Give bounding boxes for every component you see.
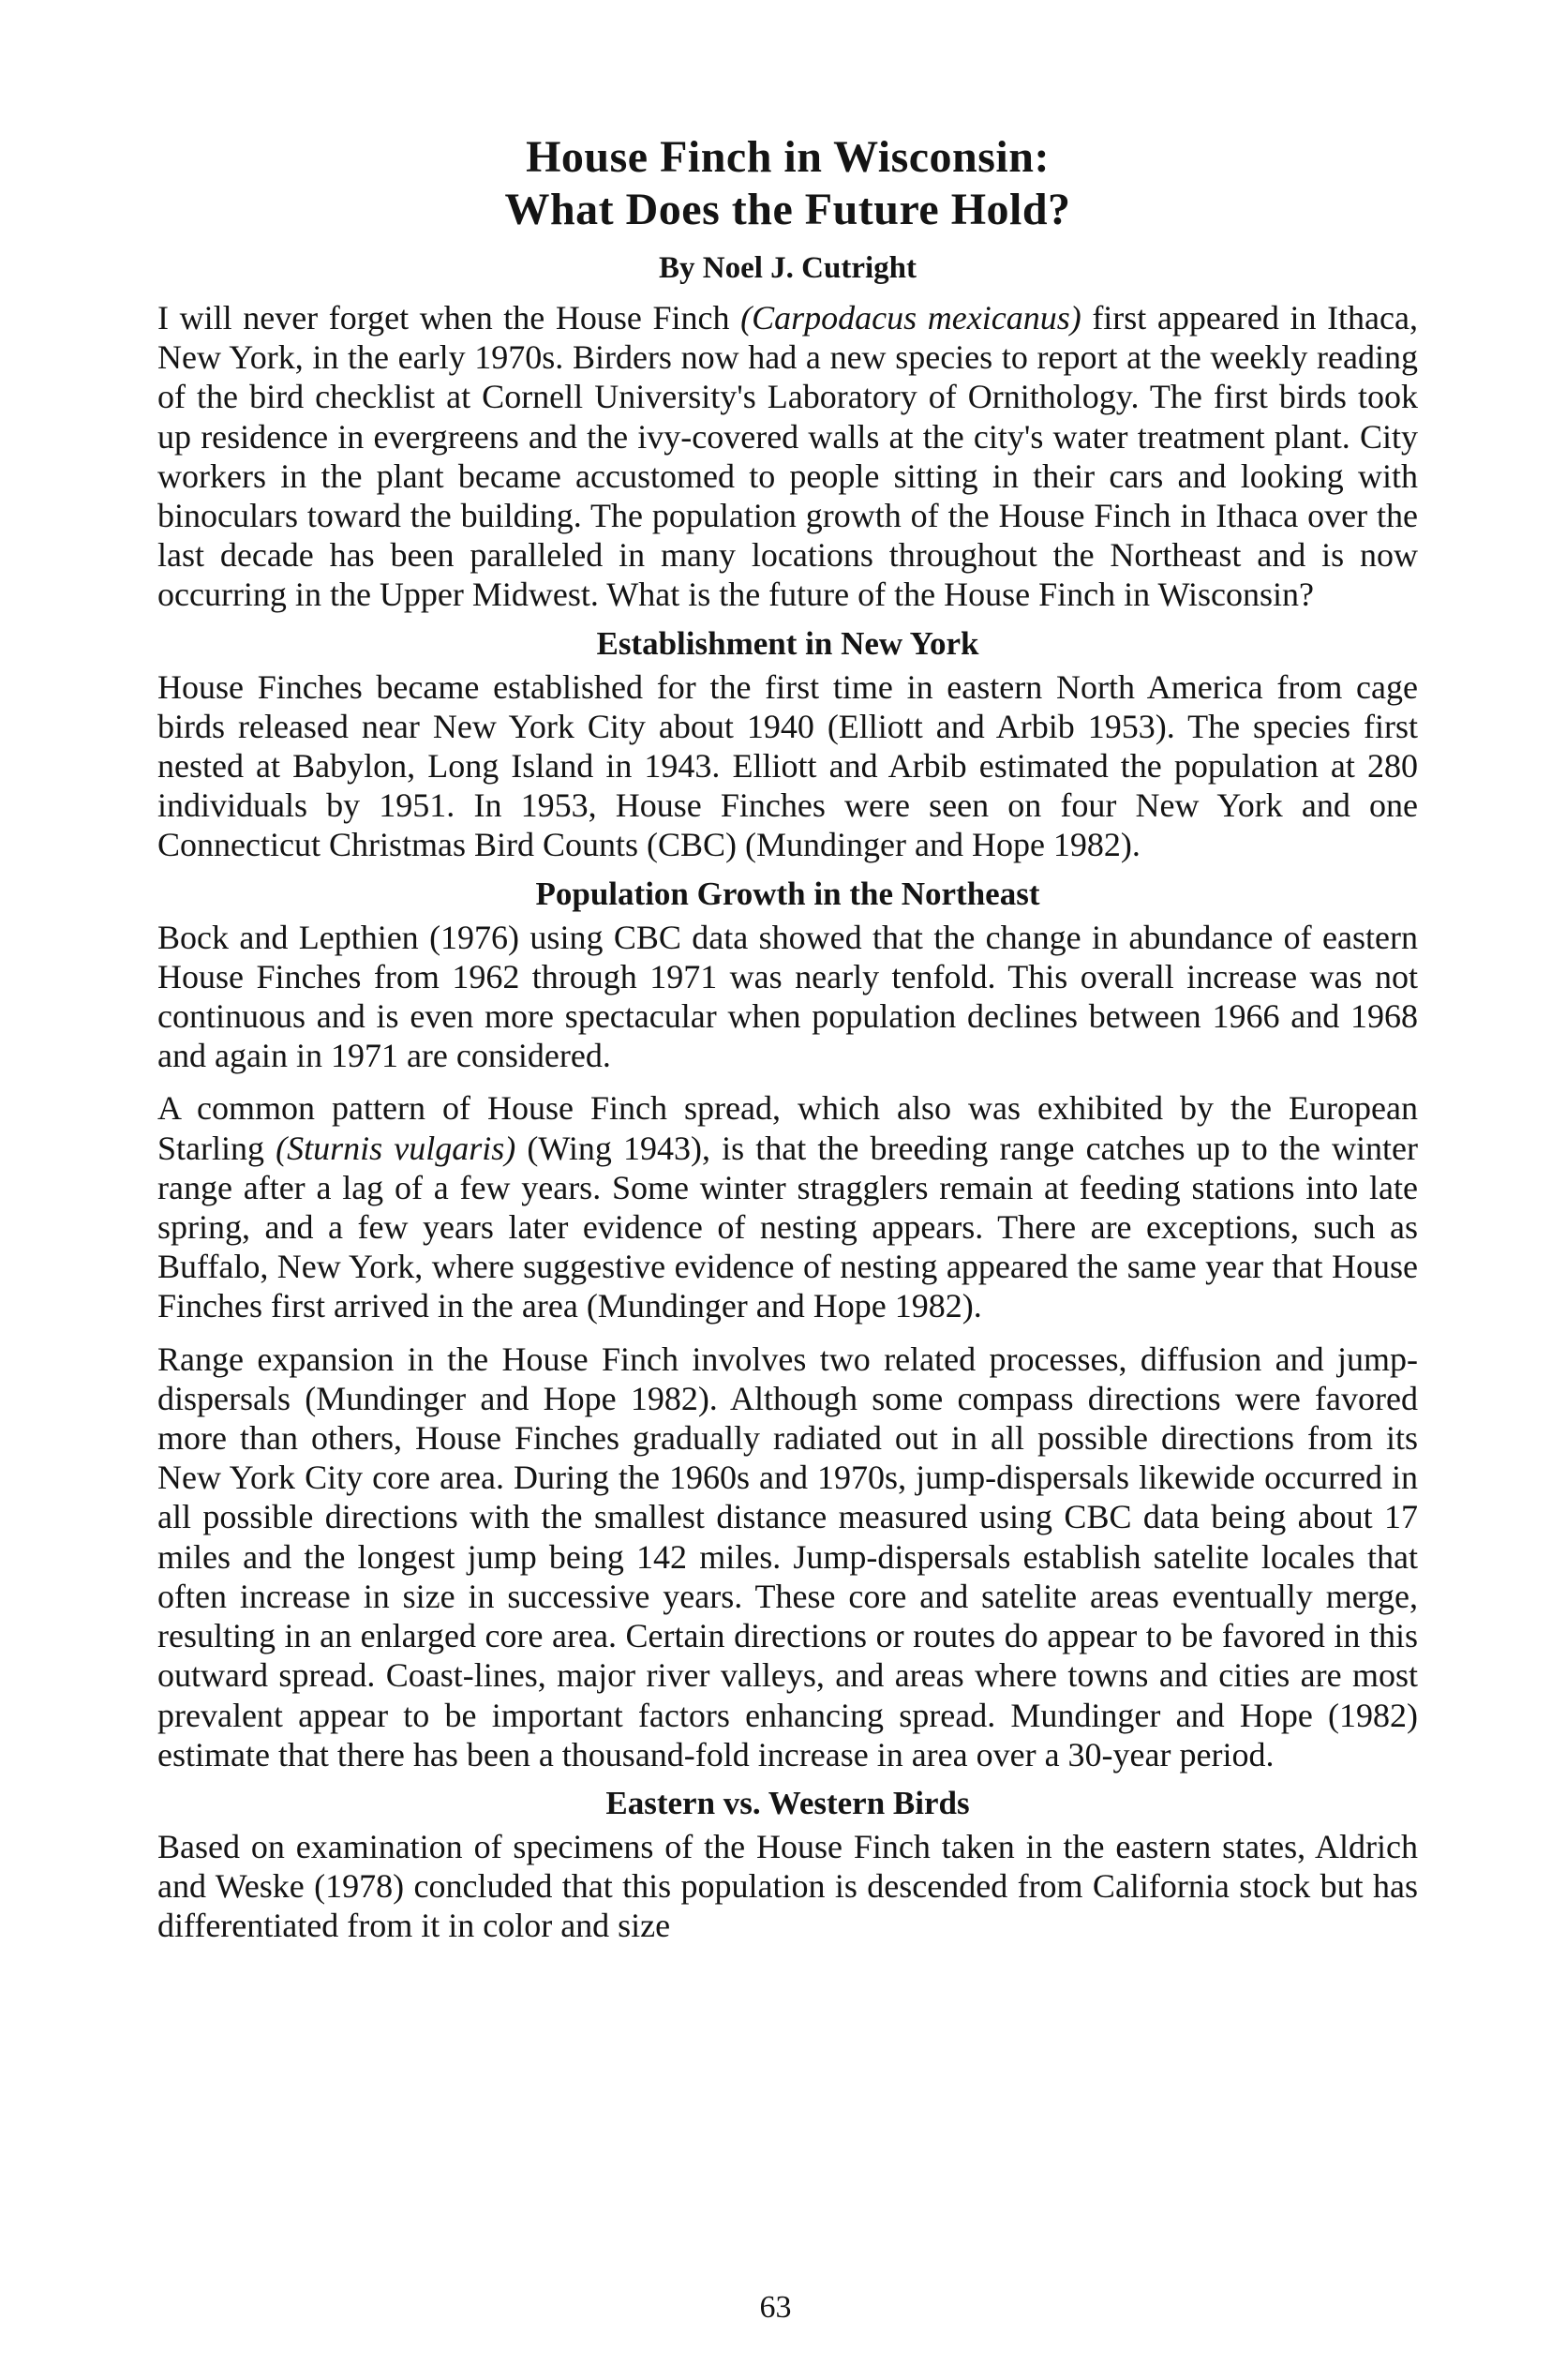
starling-text-end: (Wing 1943), is that the breeding range catches up to the winter range after a lag of a few years. Some winter stragglers remain at feeding stations into late spring, and a few years later evidence of nesting appears. There are exceptions, such as Buffalo, New York, where suggestive evidence of nesting appeared the same year that House Finches first arrived in the area (Mundinger and Hope 1982). (157, 1129, 1418, 1325)
page-number: 63 (759, 2290, 792, 2325)
article-title (157, 131, 1418, 236)
title-line-2: What Does the Future Hold? (504, 185, 1071, 234)
population-growth-paragraph-2 (157, 1088, 1418, 1325)
section-heading-population-growth: Population Growth in the Northeast (535, 875, 1040, 912)
starling-text-start: A common pattern of House Finch spread, which also was exhibited by the European Starling (157, 1089, 1418, 1167)
establishment-paragraph: House Finches became established for the first time in eastern North America from cage birds released near New York City about 1940 (Elliott and Arbib 1953). The species first nested at Babylon, Long Island in 1943. Elliott and Arbib estimated the population at 280 individuals by 1951. In 1953, House Finches were seen on four New York and one Connecticut Christmas Bird Counts (CBC) (Mundinger and Hope 1982). (157, 667, 1418, 864)
population-growth-paragraph-1: Bock and Lepthien (1976) using CBC data showed that the change in abundance of eastern House Finches from 1962 through 1971 was nearly tenfold. This overall increase was not continuous and is even more spectacular when population declines between 1966 and 1968 and again in 1971 are considered. (157, 918, 1418, 1075)
section-heading-establishment: Establishment in New York (596, 624, 979, 662)
eastern-western-paragraph: Based on examination of specimens of the House Finch taken in the eastern states, Aldrich and Weske (1978) concluded that this population is descended from California stock but has differentiated from it in color and size (157, 1827, 1418, 1945)
title-line-1: House Finch in Wisconsin: (526, 132, 1050, 182)
intro-text-start: I will never forget when the House Finch (157, 299, 741, 337)
byline: By Noel J. Cutright (659, 251, 917, 285)
starling-scientific-name: (Sturnis vulgaris) (276, 1129, 516, 1167)
intro-text-end: first appeared in Ithaca, New York, in the early 1970s. Birders now had a new species to report at the weekly reading of the bird checklist at Cornell University's Laboratory of Ornithology. The first birds took up residence in evergreens and the ivy-covered walls at the city's water treatment plant. City workers in the plant became accustomed to people sitting in their cars and looking with binoculars toward the building. The population growth of the House Finch in Ithaca over the last decade has been paralleled in many locations throughout the Northeast and is now occurring in the Upper Midwest. What is the future of the House Finch in Wisconsin? (157, 299, 1418, 614)
intro-paragraph (157, 298, 1418, 615)
intro-scientific-name: (Carpodacus mexicanus) (740, 299, 1081, 337)
section-heading-eastern-western: Eastern vs. Western Birds (605, 1784, 970, 1821)
population-growth-paragraph-3: Range expansion in the House Finch involves two related processes, diffusion and jump-dispersals (Mundinger and Hope 1982). Although some compass directions were favored more than others, House Finches gradually radiated out in all possible directions from its New York City core area. During the 1960s and 1970s, jump-dispersals likewide occurred in all possible directions with the smallest distance measured using CBC data being about 17 miles and the longest jump being 142 miles. Jump-dispersals establish satelite locales that often increase in size in successive years. These core and satelite areas eventually merge, resulting in an enlarged core area. Certain directions or routes do appear to be favored in this outward spread. Coast-lines, major river valleys, and areas where towns and cities are most prevalent appear to be important factors enhancing spread. Mundinger and Hope (1982) estimate that there has been a thousand-fold increase in area over a 30-year period. (157, 1340, 1418, 1774)
article (157, 131, 1418, 1946)
